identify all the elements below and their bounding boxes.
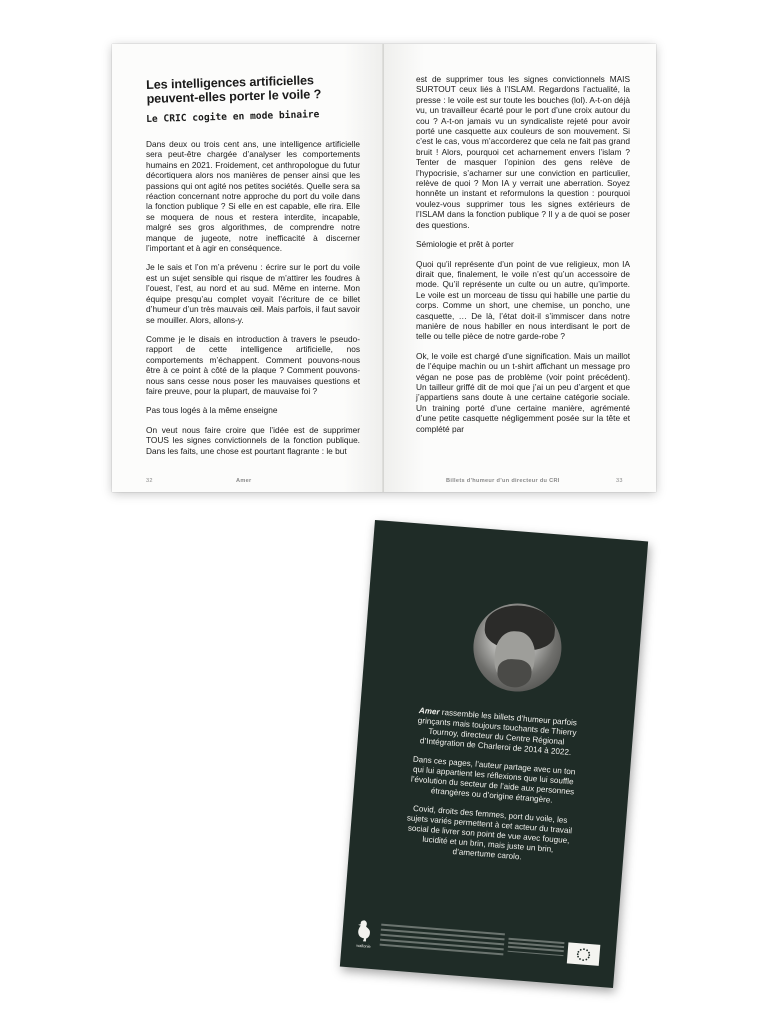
paragraph: Quoi qu’il représente d’un point de vue religieux, mon IA dirait que, finalement, le voile n’est qu’un accessoire de mode. Qu’il représente un culte ou un autre, qu’importe. Le voile est un morceau de tissu qui habille une partie du corps. Comme un short, une chemise, un poncho, une casquette, … De là, l’état doit-il s’immiscer dans notre manière de nous habiller en nous interdisant le port de telle ou telle pièce de notre garde-robe ? [416, 258, 630, 342]
paragraph: Ok, le voile est chargé d’une signification. Mais un maillot de l’équipe machin ou un t-shirt affichant un message pro végan ne pose pas de problème (voir point précédent). Un tailleur griffé dit de moi que j’ai un peu d’argent et que j’appartiens sans doute à une certaine catégorie sociale. Un training porté d’une certaine manière, agrémenté d’une petite casquette négligemment posée sur la tête et complété par [416, 350, 630, 434]
blurb-paragraph: Covid, droits des femmes, port du voile, les sujets variés permettent à cet acteur du travail social de livrer son point de vue avec fougue, lucidité et un brin, mais juste un brin, d’amertume carolo. [406, 803, 573, 862]
footer-funding-note [507, 938, 564, 959]
left-page-content [146, 73, 360, 456]
right-body-text [416, 74, 630, 434]
eu-flag-icon [567, 942, 601, 965]
right-page [384, 44, 656, 492]
page-number-right: 33 [616, 478, 623, 484]
blurb-text: rassemble les billets d’humeur parfois grinçants mais toujours touchants de Thierry Tournoy, directeur du Centre Régional d’Intégration de Charleroi de 2014 à 2022. [417, 707, 578, 758]
paragraph: Dans deux ou trois cent ans, une intelligence artificielle sera peut-être chargée d’analyser les comportements humains en 2021. Froidement, cet anthropologue du futur décortiquera alors nos manières de penser ainsi que les passions qui ont agité nos petites sociétés. Quelle sera sa réaction concernant notre approche du port du voile dans la fonction publique ? Si elle en est capable, elle rira. Elle se moquera de nous et restera interdite, incapable, malgré ses gros algorithmes, de comprendre notre manque de jugeote, notre inefficacité à discerner l’important et à agir en conséquence. [146, 139, 360, 254]
blurb-paragraph: Dans ces pages, l’auteur partage avec un ton qui lui appartient les réflexions que lui souffle l’évolution du secteur de l’aide aux personnes étrangères ou d’origine étrangère. [410, 754, 576, 805]
blurb-book-title: Amer [418, 705, 440, 717]
left-page [112, 44, 384, 492]
cover-footer [351, 917, 607, 973]
paragraph: Comme je le disais en introduction à travers le pseudo-rapport de cette intelligence artificielle, nos comportements m’échappent. Comment pouvons-nous être à ce point à côté de la plaque ? Comment pouvons-nous sans cesse nous poser les mauvaises questions et faire preuve, pour la plupart, de mauvaise foi ? [146, 333, 360, 396]
paragraph: Je le sais et l’on m’a prévenu : écrire sur le port du voile est un sujet sensible qui risque de m’attirer les foudres à l’ouest, l’est, au nord et au sud. Même en interne. Mon équipe presqu’au complet voyait l’écriture de ce billet d’humeur d’un très mauvais œil. Mais parfois, il faut savoir se mouiller. Alors, allons-y. [146, 262, 360, 325]
section-heading: Pas tous logés à la même enseigne [146, 405, 278, 416]
chapter-title: Les intelligences artificielles peuvent-elles porter le voile ? [146, 73, 322, 106]
left-body-text [146, 139, 360, 456]
page-number-left: 32 [146, 478, 153, 484]
cover-blurb [400, 705, 584, 875]
book-spread [112, 44, 656, 492]
footer-credits [379, 924, 505, 959]
running-title-left: Amer [236, 478, 252, 484]
chapter-subtitle: Le CRIC cogite en mode binaire [146, 109, 320, 125]
section-heading: Sémiologie et prêt à porter [416, 239, 514, 250]
blurb-paragraph [409, 705, 584, 758]
author-beard [496, 658, 532, 689]
running-title-right: Billets d’humeur d’un directeur du CRI [446, 478, 560, 484]
wallonie-label: wallonie [356, 942, 371, 949]
back-cover [340, 520, 648, 988]
paragraph: est de supprimer tous les signes convictionnels MAIS SURTOUT ceux liés à l’ISLAM. Regardons l’actualité, la presse : le voile est sur toute les bouches (lol). A-t-on déjà vu, un travailleur écarté pour le port d’une croix autour du cou ? A-t-on jamais vu un syndicaliste rejeté pour avoir porté une casquette aux couleurs de son mouvement. Si c’est le cas, vous m’accorderez que cela ne fait pas grand bruit ! Alors, pourquoi cet acharnement envers l’islam ? Tenter de masquer l’opinion des gens relève de l’hypocrisie, s’acharner sur une conviction en particulier, relève de quoi ? Mon IA y verrait une aberration. Soyez honnête un instant et reformulons la question : pourquoi voulez-vous supprimer tous les signes extérieurs de l’ISLAM dans la fonction publique ? Il y a de quoi se poser des questions. [416, 74, 630, 230]
paragraph: On veut nous faire croire que l’idée est de supprimer TOUS les signes convictionnels de la fonction publique. Dans les faits, une chose est pourtant flagrante : le but [146, 424, 360, 456]
author-photo [470, 600, 565, 695]
right-page-content [416, 74, 630, 434]
